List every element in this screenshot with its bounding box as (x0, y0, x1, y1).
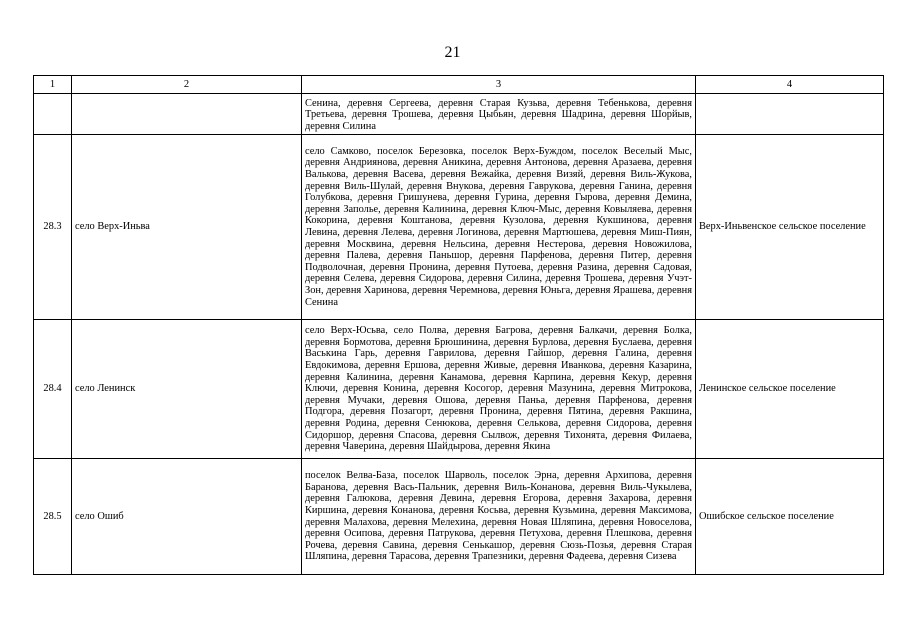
row-number: 28.4 (34, 320, 72, 459)
municipality-name (696, 94, 884, 135)
column-header-3: 3 (302, 76, 696, 94)
row-number: 28.3 (34, 135, 72, 320)
settlements-list: село Верх-Юсьва, село Полва, деревня Багрова, деревня Балкачи, деревня Болка, деревня Бормотова, деревня Брюшинина, деревня Бурлова, деревня Буслаева, деревня Васькина Гарь, деревня Гаврилова, деревня Гайшор, деревня Галина, деревня Евдокимова, деревня Ершова, деревня Живые, деревня Иванкова, деревня Казарина, деревня Калинина, деревня Канамова, деревня Карпина, деревня Кекур, деревня Ключи, деревня Конина, деревня Косогор, деревня Мазунина, деревня Митрокова, деревня Мучаки, деревня Ошова, деревня Паньа, деревня Парфенова, деревня Подгора, деревня Позагорт, деревня Пронина, деревня Пятина, деревня Ракшина, деревня Родина, деревня Сенюкова, деревня Селькова, деревня Сидорова, деревня Сидоршор, деревня Спасова, деревня Сылвож, деревня Тихонята, деревня Филаева, деревня Чаверина, деревня Шайдырова, деревня Якина (302, 320, 696, 459)
settlements-table (33, 75, 884, 575)
municipality-name: Ошибское сельское поселение (696, 459, 884, 575)
table-row-continuation (34, 94, 884, 135)
table-row (34, 459, 884, 575)
row-number: 28.5 (34, 459, 72, 575)
center-name: село Верх-Иньва (72, 135, 302, 320)
table-header-row (34, 76, 884, 94)
center-name (72, 94, 302, 135)
settlements-list: поселок Велва-База, поселок Шарволь, поселок Эрна, деревня Архипова, деревня Баранова, деревня Вась-Пальник, деревня Виль-Конанова, деревня Виль-Чукылева, деревня Галюкова, деревня Девина, деревня Егорова, деревня Захарова, деревня Киршина, деревня Конанова, деревня Косьва, деревня Кузьмина, деревня Максимова, деревня Малахова, деревня Мелехина, деревня Новая Шляпина, деревня Новоселова, деревня Осипова, деревня Патрукова, деревня Петухова, деревня Плешкова, деревня Рочева, деревня Савина, деревня Сенькашор, деревня Сюзь-Позья, деревня Старая Шляпина, деревня Тарасова, деревня Трапезники, деревня Фадеева, деревня Сизева (302, 459, 696, 575)
column-header-2: 2 (72, 76, 302, 94)
table-row (34, 135, 884, 320)
center-name: село Ленинск (72, 320, 302, 459)
column-header-4: 4 (696, 76, 884, 94)
municipality-name: Ленинское сельское поселение (696, 320, 884, 459)
column-header-1: 1 (34, 76, 72, 94)
row-number (34, 94, 72, 135)
center-name: село Ошиб (72, 459, 302, 575)
table-row (34, 320, 884, 459)
settlements-list: Сенина, деревня Сергеева, деревня Старая Кузьва, деревня Тебенькова, деревня Третьева, деревня Трошева, деревня Цыбьян, деревня Шадрина, деревня Шорйыв, деревня Силина (302, 94, 696, 135)
municipality-name: Верх-Иньвенское сельское поселение (696, 135, 884, 320)
page-number: 21 (444, 44, 461, 61)
settlements-list: село Самково, поселок Березовка, поселок Верх-Буждом, поселок Веселый Мыс, деревня Андриянова, деревня Аникина, деревня Антонова, деревня Аразаева, деревня Валькова, деревня Васева, деревня Вежайка, деревня Визяй, деревня Виль-Жукова, деревня Виль-Шулай, деревня Внукова, деревня Гаврукова, деревня Ганина, деревня Голубкова, деревня Гришунева, деревня Гурина, деревня Гырова, деревня Демина, деревня Заполье, деревня Калинина, деревня Ключ-Мыс, деревня Ковыляева, деревня Кокорина, деревня Коштанова, деревня Кузолова, деревня Кукшинова, деревня Левина, деревня Лелева, деревня Логинова, деревня Мартюшева, деревня Миш-Пиян, деревня Москвина, деревня Нельсина, деревня Нестерова, деревня Новожилова, деревня Палева, деревня Паньшор, деревня Парфенова, деревня Питер, деревня Подволочная, деревня Пронина, деревня Путоева, деревня Разина, деревня Садовая, деревня Селева, деревня Сидорова, деревня Силина, деревня Трошева, деревня Учэт-Зон, деревня Харинова, деревня Черемнова, деревня Юньга, деревня Ярашева, деревня Сенина (302, 135, 696, 320)
